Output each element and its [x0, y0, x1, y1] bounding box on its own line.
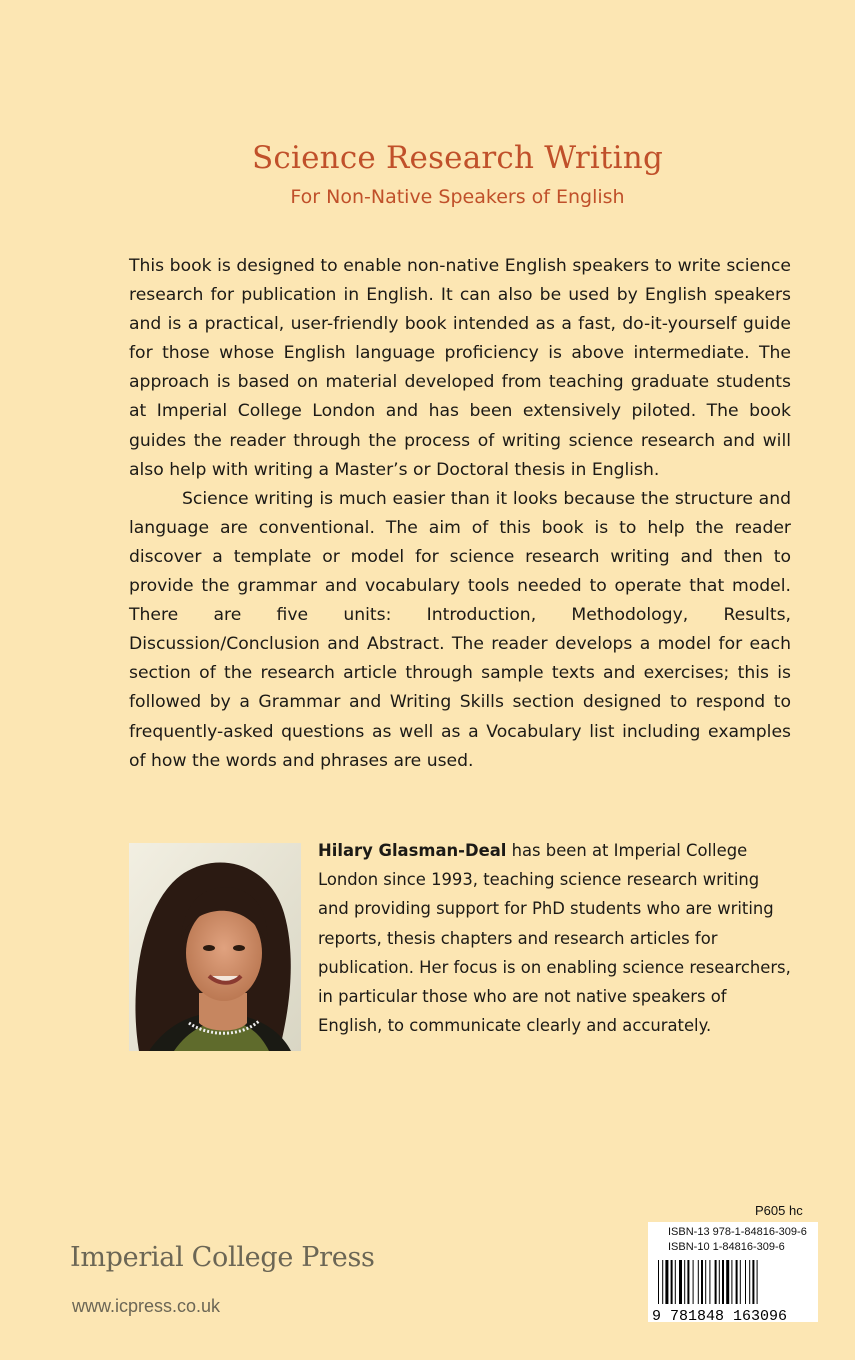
barcode-bar [740, 1260, 741, 1304]
barcode-bar [719, 1260, 720, 1304]
barcode-icon [648, 1258, 818, 1322]
barcode-bar [757, 1260, 758, 1304]
barcode-bar [715, 1260, 717, 1304]
barcode-bar [705, 1260, 706, 1304]
description-paragraph-1: This book is designed to enable non-native English speakers to write science research for publication in English. It can also be used by English speakers and is a practical, user-friendly book intended as a fast, do-it-yourself guide for those whose English language proficiency is above intermediate. The approach is based on material developed from teaching graduate students at Imperial College London and has been extensively piloted. The book guides the reader through the process of writing science research and will also help with writing a Master’s or Doctoral thesis in English. [129, 256, 791, 480]
author-name: Hilary Glasman-Deal [318, 841, 507, 860]
book-subtitle: For Non-Native Speakers of English [290, 186, 625, 208]
barcode-bar [662, 1260, 663, 1304]
publisher-website[interactable]: www.icpress.co.uk [72, 1296, 221, 1316]
isbn-barcode [648, 1222, 818, 1322]
barcode-bar [709, 1260, 710, 1304]
book-title: Science Research Writing [252, 140, 663, 176]
barcode-bar [671, 1260, 673, 1304]
barcode-bar [722, 1260, 724, 1304]
barcode-bar [684, 1260, 685, 1304]
publisher-name: Imperial College Press [70, 1242, 375, 1273]
barcode-bar [752, 1260, 754, 1304]
barcode-bar [701, 1260, 703, 1304]
isbn-10: ISBN-10 1-84816-309-6 [668, 1241, 785, 1253]
barcode-bar [726, 1260, 729, 1304]
author-photo [129, 843, 301, 1051]
barcode-bar [749, 1260, 750, 1304]
description-paragraph-2: Science writing is much easier than it looks because the structure and language are conventional. The aim of this book is to help the reader discover a template or model for science research writing and then to provide the grammar and vocabulary tools needed to operate that model. There are five units: Introduction, Methodology, Results, Discussion/Conclusion and Abstract. The reader develops a model for each section of the research article through sample texts and exercises; this is followed by a Grammar and Writing Skills section designed to respond to frequently-asked questions as well as a Vocabulary list including examples of how the words and phrases are used. [129, 488, 791, 771]
barcode-bar [665, 1260, 668, 1304]
isbn-13: ISBN-13 978-1-84816-309-6 [668, 1226, 807, 1238]
author-bio-text: has been at Imperial College London since 1993, teaching science research writing and providing support for PhD students who are writing reports, thesis chapters and research articles for publication. Her focus is on enabling science researchers, in particular those who are not native speakers of English, to communicate clearly and accurately. [318, 841, 791, 1036]
barcode-bar [658, 1260, 659, 1304]
barcode-bar [698, 1260, 699, 1304]
barcode-bar [736, 1260, 738, 1304]
barcode-bar [693, 1260, 694, 1304]
barcode-bar [687, 1260, 689, 1304]
price-code: P605 hc [755, 1203, 803, 1218]
author-bio [318, 836, 792, 1040]
barcode-bar [675, 1260, 676, 1304]
barcode-digits: 9 781848 163096 [652, 1308, 788, 1322]
barcode-bar [679, 1260, 682, 1304]
barcode-bar [731, 1260, 732, 1304]
book-description [129, 252, 791, 776]
barcode-bar [745, 1260, 746, 1304]
